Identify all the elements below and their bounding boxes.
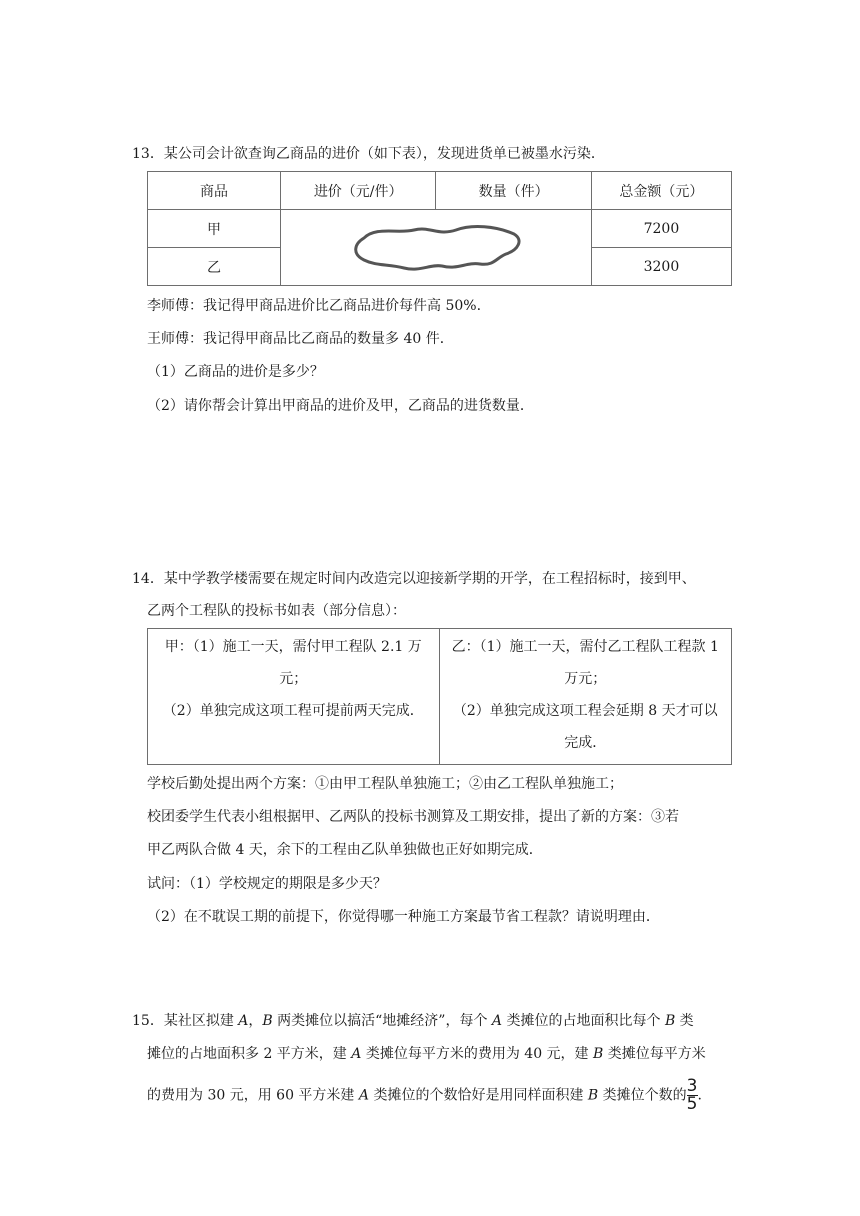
q13-table: [147, 171, 732, 286]
text-segment: 类摊位每平方米的费用为 40 元，建: [361, 1046, 594, 1062]
q14-line: 校团委学生代表小组根据甲、乙两队的投标书测算及工期安排，提出了新的方案：③若: [147, 809, 679, 825]
text-segment: ，: [248, 1013, 263, 1029]
q13-line: 王师傅：我记得甲商品比乙商品的数量多 40 件．: [147, 331, 454, 347]
text-segment: 类摊位个数的: [598, 1087, 687, 1104]
ink-stain-icon: [346, 220, 526, 276]
table-header: 数量（件）: [436, 172, 591, 210]
fraction: [687, 1078, 698, 1113]
q15-line: [132, 1011, 694, 1031]
variable-a: A: [351, 1046, 362, 1062]
text-segment: 的费用为 30 元，用 60 平方米建: [147, 1087, 359, 1104]
variable-a: A: [491, 1013, 503, 1029]
table-cell-total: 7200: [591, 210, 731, 248]
bid-line: 甲：（1）施工一天，需付甲工程队 2.1 万: [164, 639, 422, 655]
q13-subquestion: （2）请你帮会计算出甲商品的进价及甲，乙商品的进货数量．: [147, 398, 534, 414]
q14-line: 学校后勤处提出两个方案：①由甲工程队单独施工；②由乙工程队单独施工；: [147, 776, 623, 792]
bid-line: （2）单独完成这项工程可提前两天完成．: [162, 703, 424, 719]
bid-line: （2）单独完成这项工程会延期 8 天才可以: [452, 703, 718, 719]
variable-b: B: [593, 1046, 604, 1062]
q14-subquestion: （2）在不耽误工期的前提下，你觉得哪一种施工方案最节省工程款？请说明理由．: [147, 909, 660, 925]
variable-a: A: [238, 1013, 249, 1029]
text-segment: 类摊位的个数恰好是用同样面积建: [369, 1087, 588, 1104]
q14-line: 14．某中学教学楼需要在规定时间内改造完以迎接新学期的开学，在工程招标时，接到甲、: [132, 571, 696, 587]
text-segment: 摊位的占地面积多 2 平方米，建: [147, 1046, 352, 1062]
q13-title: 13．某公司会计欲查询乙商品的进价（如下表），发现进货单已被墨水污染．: [132, 146, 605, 162]
text-segment: 类: [675, 1013, 694, 1029]
ink-stain-area: [280, 210, 591, 286]
q15-line: [147, 1078, 702, 1113]
q14-bid-table: [147, 628, 732, 765]
bid-line: 万元；: [564, 671, 607, 687]
table-cell-product: 乙: [148, 248, 281, 286]
q14-line: 甲乙两队合做 4 天，余下的工程由乙队单独做也正好如期完成．: [147, 842, 543, 858]
table-cell-product: 甲: [148, 210, 281, 248]
text-segment: .: [697, 1087, 702, 1104]
variable-a: A: [358, 1087, 370, 1104]
variable-b: B: [587, 1087, 599, 1104]
q14-line: 乙两个工程队的投标书如表（部分信息）：: [147, 603, 406, 619]
bid-cell-jia: [148, 629, 440, 765]
text-segment: 类摊位的占地面积比每个: [502, 1013, 665, 1029]
bid-line: 元；: [279, 671, 308, 687]
q13-subquestion: （1）乙商品的进价是多少？: [147, 364, 324, 380]
fraction-denominator: 5: [686, 1094, 698, 1114]
table-header: 进价（元/件）: [280, 172, 435, 210]
table-cell-total: 3200: [591, 248, 731, 286]
q14-subquestion: 试问：（1）学校规定的期限是多少天？: [147, 876, 387, 892]
text-segment: 两类摊位以搞活“地摊经济”，每个: [272, 1013, 492, 1029]
bid-line: 完成．: [564, 735, 607, 751]
table-header: 总金额（元）: [591, 172, 731, 210]
q15-line: [147, 1044, 706, 1064]
bid-line: 乙：（1）施工一天，需付乙工程队工程款 1: [451, 639, 719, 655]
text-segment: 15．某社区拟建: [132, 1013, 239, 1029]
variable-b: B: [262, 1013, 273, 1029]
text-segment: 类摊位每平方米: [603, 1046, 706, 1062]
q13-line: 李师傅：我记得甲商品进价比乙商品进价每件高 50%.: [147, 298, 482, 314]
bid-cell-yi: [439, 629, 732, 765]
fraction-numerator: 3: [686, 1076, 698, 1096]
table-header: 商品: [148, 172, 281, 210]
variable-b: B: [664, 1013, 676, 1029]
